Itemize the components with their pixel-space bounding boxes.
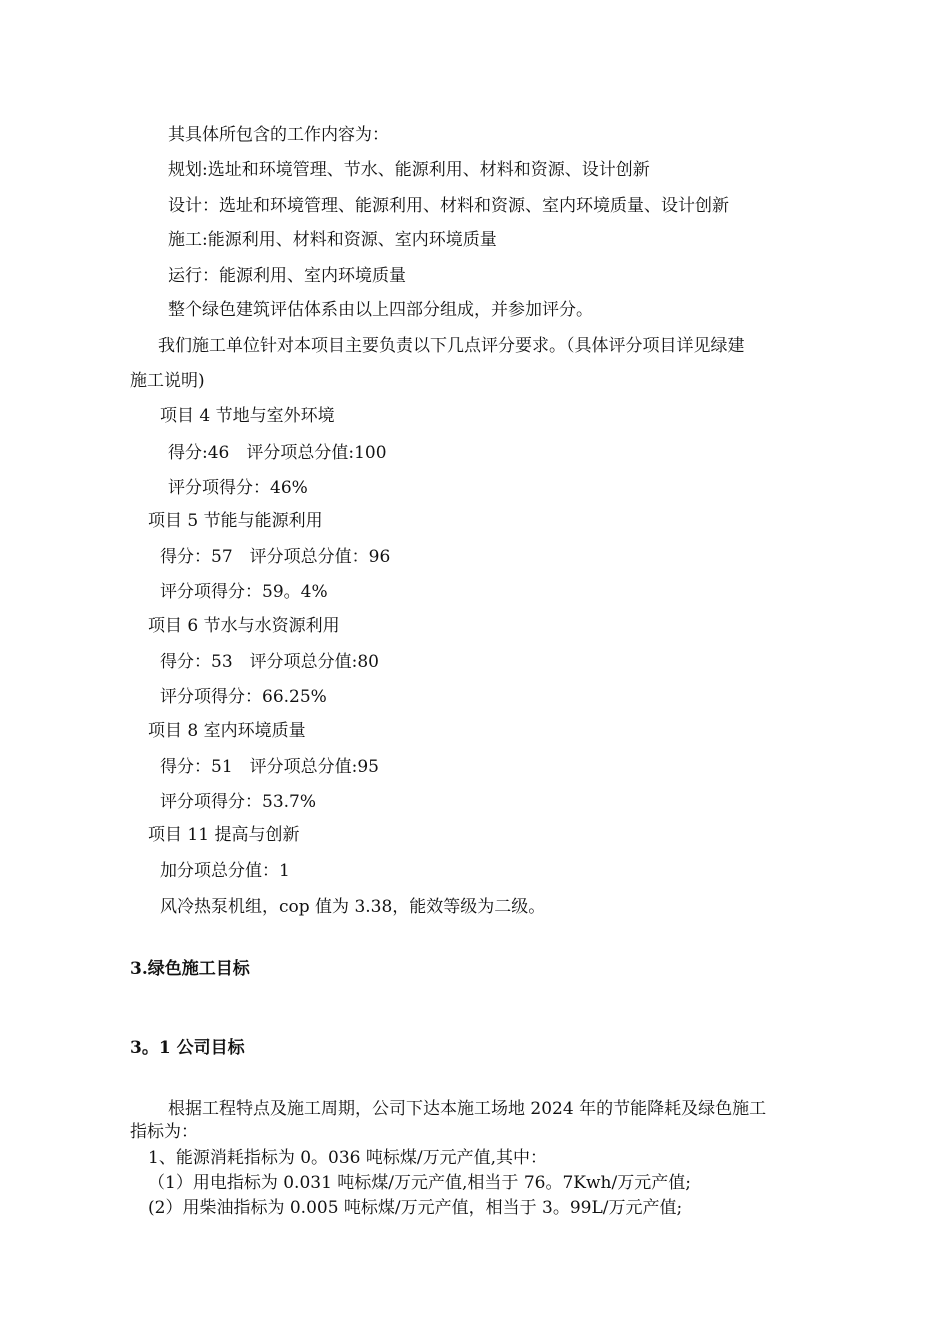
section-heading-3-1: 3。1 公司目标 bbox=[130, 1038, 245, 1058]
assessment-summary: 整个绿色建筑评估体系由以上四部分组成，并参加评分。 bbox=[168, 300, 593, 320]
item-8-rate: 评分项得分：53.7% bbox=[160, 792, 317, 812]
item-8-score: 得分：51 评分项总分值:95 bbox=[160, 757, 379, 777]
item-6-score: 得分：53 评分项总分值:80 bbox=[160, 652, 379, 672]
energy-consumption-target: 1、能源消耗指标为 0。036 吨标煤/万元产值,其中： bbox=[148, 1148, 548, 1168]
target-intro-cont: 指标为： bbox=[130, 1122, 198, 1142]
item-6-rate: 评分项得分：66.25% bbox=[160, 687, 327, 707]
scope-construction: 施工:能源利用、材料和资源、室内环境质量 bbox=[168, 230, 497, 250]
responsibility-line: 我们施工单位针对本项目主要负责以下几点评分要求。（具体评分项目详见绿建 bbox=[158, 336, 745, 356]
target-intro: 根据工程特点及施工周期，公司下达本施工场地 2024 年的节能降耗及绿色施工 bbox=[168, 1099, 767, 1119]
item-4-rate: 评分项得分：46% bbox=[168, 478, 308, 498]
item-4-title: 项目 4 节地与室外环境 bbox=[160, 406, 335, 426]
electricity-target: （1）用电指标为 0.031 吨标煤/万元产值,相当于 76。7Kwh/万元产值; bbox=[148, 1173, 691, 1193]
item-11-bonus: 加分项总分值：1 bbox=[160, 861, 290, 881]
item-5-rate: 评分项得分：59。4% bbox=[160, 582, 328, 602]
item-5-title: 项目 5 节能与能源利用 bbox=[148, 511, 323, 531]
intro-line: 其具体所包含的工作内容为： bbox=[168, 125, 389, 145]
responsibility-line-cont: 施工说明) bbox=[130, 371, 205, 391]
scope-planning: 规划:选址和环境管理、节水、能源利用、材料和资源、设计创新 bbox=[168, 160, 650, 180]
diesel-target: (2）用柴油指标为 0.005 吨标煤/万元产值，相当于 3。99L/万元产值; bbox=[148, 1198, 683, 1218]
item-5-score: 得分：57 评分项总分值：96 bbox=[160, 547, 391, 567]
item-11-title: 项目 11 提高与创新 bbox=[148, 825, 300, 845]
item-4-score: 得分:46 评分项总分值:100 bbox=[168, 443, 387, 463]
section-heading-3: 3.绿色施工目标 bbox=[130, 959, 250, 979]
scope-operation: 运行：能源利用、室内环境质量 bbox=[168, 266, 406, 286]
scope-design: 设计：选址和环境管理、能源利用、材料和资源、室内环境质量、设计创新 bbox=[168, 196, 729, 216]
item-8-title: 项目 8 室内环境质量 bbox=[148, 721, 306, 741]
heat-pump-note: 风冷热泵机组，cop 值为 3.38，能效等级为二级。 bbox=[160, 897, 546, 917]
item-6-title: 项目 6 节水与水资源利用 bbox=[148, 616, 340, 636]
